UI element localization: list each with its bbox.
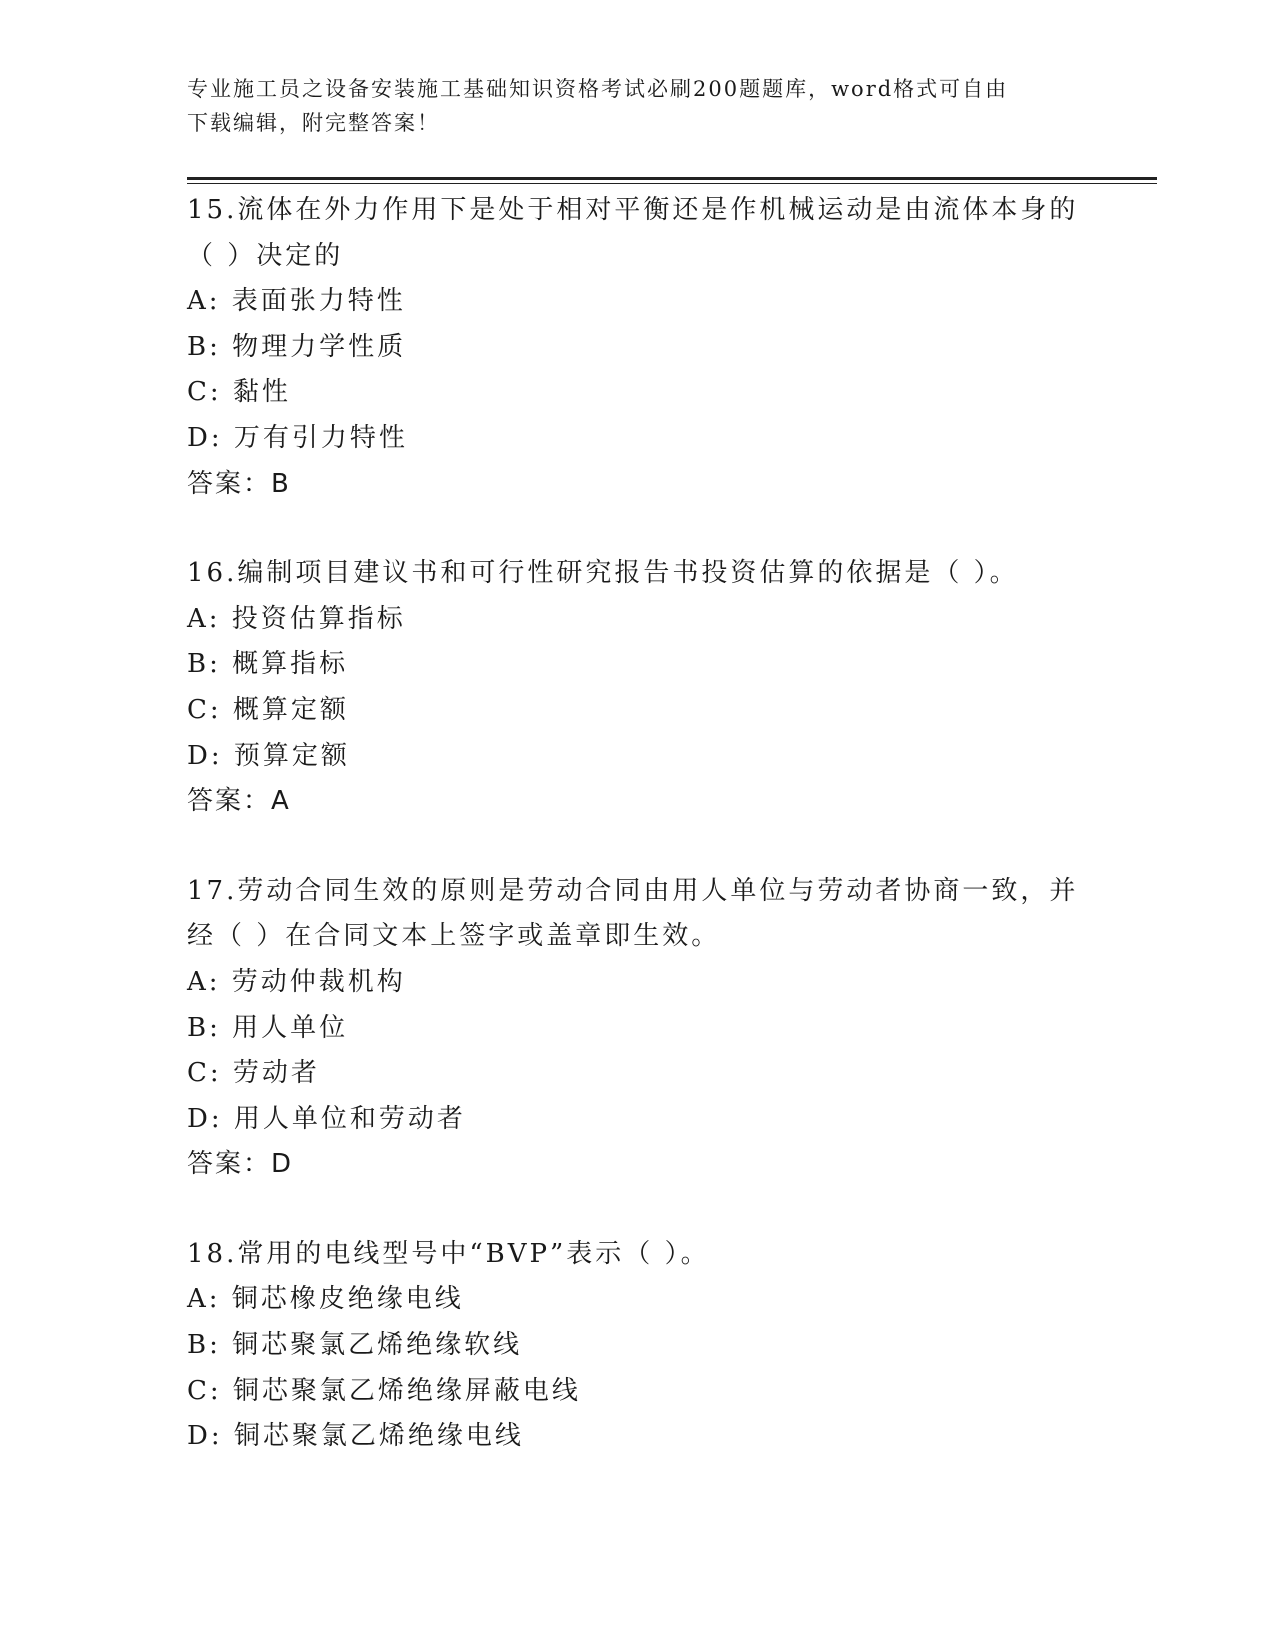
question-stem: 经（ ）在合同文本上签字或盖章即生效。: [187, 921, 721, 952]
header-line-1: 专业施工员之设备安装施工基础知识资格考试必刷200题题库，word格式可自由: [187, 77, 1009, 101]
option-b: B: 用人单位: [187, 1012, 349, 1043]
question-15: [187, 188, 1087, 507]
header-divider-thick: [187, 177, 1157, 180]
option-d: D: 用人单位和劳动者: [187, 1103, 466, 1134]
option-d: D: 万有引力特性: [187, 422, 408, 453]
answer-line: 答案：B: [187, 468, 291, 499]
question-16: [187, 551, 1087, 825]
option-c: C: 劳动者: [187, 1058, 320, 1089]
option-a: A: 劳动仲裁机构: [187, 966, 406, 997]
question-stem: 15.流体在外力作用下是处于相对平衡还是作机械运动是由流体本身的: [187, 195, 1079, 225]
document-header: [187, 72, 1087, 140]
question-stem: （ ）决定的: [187, 240, 344, 271]
option-a: A: 投资估算指标: [187, 603, 406, 634]
header-line-2: 下载编辑，附完整答案！: [187, 111, 440, 135]
question-stem: 18.常用的电线型号中“BVP”表示（ ）。: [187, 1238, 710, 1269]
question-17: [187, 869, 1087, 1188]
option-b: B: 铜芯聚氯乙烯绝缘软线: [187, 1330, 523, 1361]
option-d: D: 铜芯聚氯乙烯绝缘电线: [187, 1421, 524, 1452]
option-b: B: 概算指标: [187, 649, 349, 680]
option-b: B: 物理力学性质: [187, 331, 407, 362]
answer-line: 答案：A: [187, 786, 291, 817]
question-stem: 16.编制项目建议书和可行性研究报告书投资估算的依据是（ ）。: [187, 558, 1019, 589]
answer-line: 答案：D: [187, 1149, 294, 1180]
option-a: A: 铜芯橡皮绝缘电线: [187, 1284, 464, 1315]
header-divider-thin: [187, 183, 1157, 184]
option-c: C: 铜芯聚氯乙烯绝缘屏蔽电线: [187, 1375, 581, 1406]
option-a: A: 表面张力特性: [187, 286, 406, 317]
question-18: [187, 1232, 1087, 1460]
option-d: D: 预算定额: [187, 740, 350, 771]
option-c: C: 概算定额: [187, 694, 349, 725]
question-list: [187, 188, 1087, 1504]
question-stem: 17.劳动合同生效的原则是劳动合同由用人单位与劳动者协商一致，并: [187, 875, 1079, 906]
option-c: C: 黏性: [187, 377, 291, 408]
